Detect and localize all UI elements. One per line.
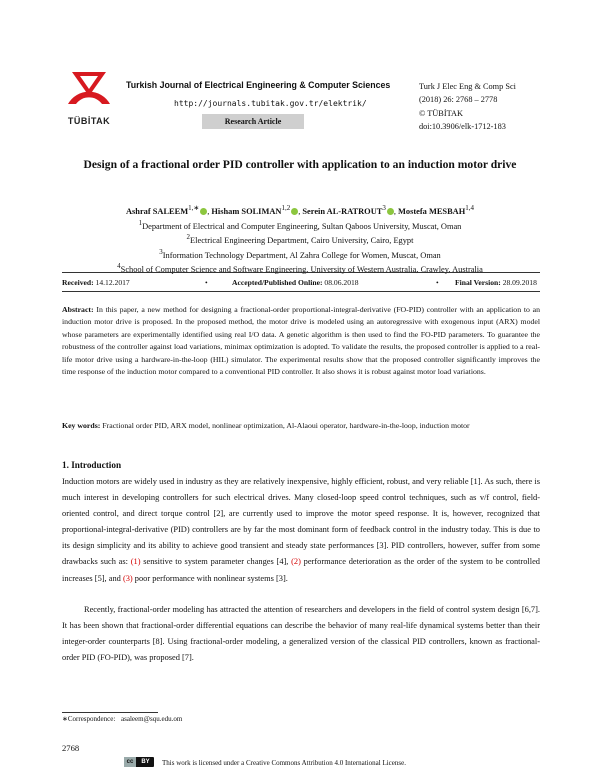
author-name: Ashraf SALEEM bbox=[126, 206, 189, 216]
author-sup: 3 bbox=[382, 204, 386, 212]
keywords-label: Key words: bbox=[62, 421, 101, 430]
author-name: Hisham SOLIMAN bbox=[211, 206, 282, 216]
section-heading: 1. Introduction bbox=[62, 460, 122, 470]
citation-journal: Turk J Elec Eng & Comp Sci bbox=[419, 82, 516, 91]
footnote-label: ∗Correspondence: bbox=[62, 715, 116, 723]
affiliation: $^2$Electrical Engineering Department, Cairo University, Cairo, Egypt bbox=[186, 233, 414, 245]
author-sup: 1,∗ bbox=[188, 204, 200, 212]
citation-block bbox=[419, 80, 516, 134]
journal-name: Turkish Journal of Electrical Engineering & Computer Sciences bbox=[126, 80, 391, 90]
journal-url-link[interactable]: http://journals.tubitak.gov.tr/elektrik/ bbox=[174, 99, 367, 108]
article-type-badge: Research Article bbox=[202, 114, 304, 129]
divider bbox=[62, 291, 540, 292]
cc-icon: cc bbox=[124, 757, 136, 767]
author-name: Mostefa MESBAH bbox=[398, 206, 466, 216]
tubitak-emblem-icon bbox=[62, 66, 116, 110]
logo-text: TÜBİTAK bbox=[67, 116, 111, 126]
affiliation: $^4$School of Computer Science and Software Engineering, University of Western Australia, Crawley, Australia bbox=[117, 262, 483, 275]
author-sup: 1,4 bbox=[465, 204, 474, 212]
abstract-text: In this paper, a new method for designing a fractional-order proportional-integral-derivative (FO-PID) controller with an application to an induction motor drive is proposed. In the proposed method, the motor drive is modeled using an autoregressive with exogenous input (ARX) model whose parameters are experimentally identified using real I/O data. A genetic algorithm is then used to find the FO-PID parameters. To guarantee the robustness of the controller against load variations, minimax optimization is adopted. To validate the results, the proposed controller is applied to a real-life motor drive using a hardware-in-the-loop (HIL) simulator. The experimental results show that the proposed controller significantly improves the time response of the induction motor compared to a conventional PID controller. It also shows it is robust against motor load variations. bbox=[62, 305, 540, 377]
list-number[interactable]: (2) bbox=[291, 557, 301, 567]
orcid-icon[interactable] bbox=[200, 208, 207, 215]
footnote bbox=[62, 715, 182, 723]
paragraph: Recently, fractional-order modeling has attracted the attention of researchers and developers in the field of control system design [6,7]. It has been shown that fractional-order differential equations can describe the behavior of many real-life dynamical systems better than their integer-order counterparts [8]. Using fractional-order modeling, a generalized version of the classical PID controllers, known as fractional-order PID (FO-PID), was proposed [7]. bbox=[62, 605, 540, 663]
tubitak-logo bbox=[62, 66, 116, 126]
abstract bbox=[62, 304, 540, 378]
orcid-icon[interactable] bbox=[387, 208, 394, 215]
list-number[interactable]: (1) bbox=[130, 557, 141, 567]
final-date: Final Version: 28.09.2018 bbox=[455, 278, 537, 287]
bullet: • bbox=[436, 278, 439, 287]
received-date: Received: 14.12.2017 bbox=[62, 278, 130, 287]
affiliation: $^3$Information Technology Department, Al Zahra College for Women, Muscat, Oman bbox=[159, 247, 441, 260]
bullet: • bbox=[205, 278, 208, 287]
affiliation: $^1$Department of Electrical and Computer Engineering, Sultan Qaboos University, Muscat, Oman bbox=[138, 218, 462, 231]
footnote-divider bbox=[62, 712, 158, 713]
keywords bbox=[62, 420, 540, 432]
orcid-icon[interactable] bbox=[291, 208, 298, 215]
by-icon: BY bbox=[141, 759, 150, 765]
author-block bbox=[60, 203, 540, 276]
license-text: This work is licensed under a Creative Commons Attribution 4.0 International License. bbox=[162, 759, 406, 767]
list-number[interactable]: (3) bbox=[122, 573, 133, 583]
author-sup: 1,2 bbox=[281, 204, 291, 212]
divider bbox=[62, 272, 540, 273]
footnote-email[interactable]: asaleem@squ.edu.om bbox=[121, 715, 183, 723]
citation-volume: (2018) 26: 2768 – 2778 bbox=[419, 95, 498, 105]
author-name: Serein AL-RATROUT bbox=[302, 206, 383, 216]
cc-license-badge[interactable] bbox=[124, 757, 154, 767]
citation-copyright: © TÜBİTAK bbox=[419, 108, 463, 118]
keywords-text: Fractional order PID, ARX model, nonlinear optimization, Al-Alaoui operator, hardware-in-the-loop, induction motor bbox=[102, 421, 470, 430]
accepted-date: Accepted/Published Online: 08.06.2018 bbox=[232, 278, 359, 287]
paragraph: Induction motors are widely used in industry as they are relatively inexpensive, highly efficient, robust, and very reliable [1]. As such, there is much interest in developing controllers for such electrical drives. Many closed-loop speed control techniques, such as v/f control, field-oriented control, and direct torque control [2], are currently used to improve the motor speed response. It is, however, recognized that proportional-integral-derivative (PID) controllers are by far the most dominant form of feedback control in the industry today. This is due to its design simplicity and its ability to achieve good transient and steady state performances [3]. PID controllers, however, suffer from some drawbacks such as: (1) sensitive to system parameter changes [4], (2) performance deterioration as the order of the system to be controlled increases [5], and (3) poor performance with nonlinear systems [3]. bbox=[62, 477, 540, 583]
abstract-label: Abstract: bbox=[62, 305, 94, 314]
author-list: Ashraf $SALEEM^{1,∗}$ , Hisham SOLIMAN$^{1,2}$ , Serein AL-RATROUT$^3$ , Mostefa MESBAH$^{1,4}$ bbox=[126, 204, 474, 216]
page-number: 2768 bbox=[62, 743, 80, 753]
paper-title: Design of a fractional order PID controller with application to an induction motor drive bbox=[83, 158, 517, 171]
citation-doi[interactable]: doi:10.3906/elk-1712-183 bbox=[419, 122, 506, 132]
